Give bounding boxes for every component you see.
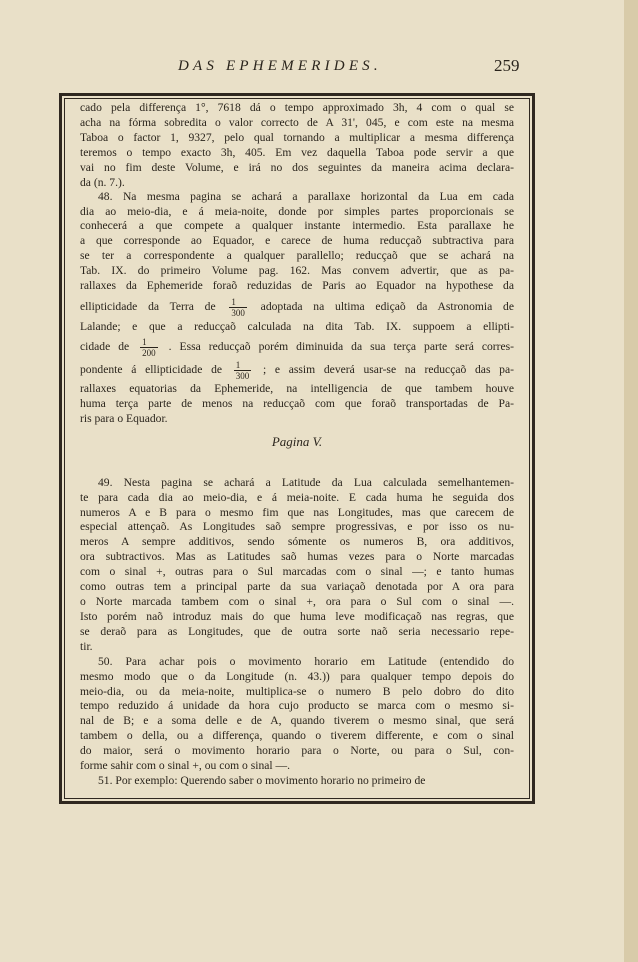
fraction-numerator: 1 [140,337,158,348]
text-line: Isto porém naõ introduz mais do que huma leve modificaçaõ nas regras, que [80,609,514,623]
text-line: o Norte marcada tambem com o sinal +, ora para o Sul com o sinal —. [80,595,514,608]
text-line: numeros A e B para o mesmo fim que nas Longitudes, mas que carecem de [80,505,514,519]
section-heading: Pagina V. [271,434,323,450]
text-line: conhecerá a que compete a qualquer instante intermedio. Esta parallaxe he [80,219,514,233]
text-line: nal de B; e a soma delle e de A, quando tiverem o mesmo sinal, que será [80,714,514,728]
text-line: vai no fim deste Volume, e irá no dos seguintes da maneira acima declara- [80,160,514,174]
text-line: teremos o tempo exacto 3h, 405. Em vez daquella Taboa pode servir a que [80,145,514,159]
text-line: 49. Nesta pagina se achará a Latitude da Lua calculada semelhantemen- [98,475,514,489]
text-line: tir. [80,639,93,653]
text-line: 48. Na mesma pagina se achará a parallaxe horizontal da Lua em cada [98,189,514,203]
fraction-denominator: 300 [235,370,250,380]
fraction-1-300 [234,360,252,380]
text-line: tempo reduzido á unidade da hora cujo producto se marca com o mesmo si- [80,699,514,713]
page-header [0,58,638,80]
fraction-1-300 [229,297,247,317]
text-line-with-fraction [80,360,514,380]
text-line: Tab. IX. do primeiro Volume pag. 162. Mas convem advertir, que as pa- [80,264,514,278]
text-fragment: cidade de [80,340,130,354]
fraction-numerator: 1 [229,297,247,308]
fraction-numerator: 1 [234,360,252,371]
text-line: acha na fórma sobredita o valor correcto de A 31', 045, e com este na mesma [80,115,514,129]
text-line: rallaxes equatorias da Ephemeride, na intelligencia de que tambem houve [80,381,514,395]
text-line: especial attençaõ. As Longitudes saõ sempre progressivas, e por isso os nu- [80,520,514,534]
text-line: mesmo modo que o da Longitude (n. 43.)) para qualquer tempo depois do [80,669,514,683]
page-number: 259 [494,56,520,75]
text-line: Taboa o factor 1, 9327, pelo qual tornando a multiplicar a mesma differença [80,130,514,144]
text-line-with-fraction [80,297,514,317]
text-line: a que corresponde ao Equador, e carece de huma reducçaõ subtractiva para [80,234,514,248]
text-line: ris para o Equador. [80,411,168,425]
text-fragment: ; e assim deverá usar-se na reducçaõ das pa- [262,362,514,376]
text-line: rallaxes da Ephemeride foraõ reduzidas de Paris ao Equador na hypothese da [80,279,514,293]
text-fragment: . Essa reducçaõ porém diminuida da sua terça parte será corres- [168,340,514,354]
text-line: dia ao meio-dia, e á meia-noite, donde por simples partes proporcionais se [80,204,514,218]
text-line: huma terça parte de menos na reducçaõ com que foraõ transportadas de Pa- [80,396,514,410]
text-fragment: adoptada na ultima ediçaõ da Astronomia de [260,299,514,313]
text-fragment: ellipticidade da Terra de [80,299,216,313]
text-fragment: pondente á ellipticidade de [80,362,223,376]
text-line: cado pela differença 1°, 7618 dá o tempo approximado 3h, 4 com o qual se [80,101,514,114]
fraction-denominator: 300 [231,307,245,317]
text-line: meio-dia, ou da meia-noite, multiplica-se o numero B pelo dobro do dito [80,684,514,698]
text-line: do maior, será o movimento horario para o Norte, ou para o Sul, con- [80,744,514,758]
text-line: te para cada dia ao meio-dia, e á meia-noite. E cada huma he seguida dos [80,490,514,504]
page-edge [624,0,638,962]
fraction-1-200 [140,337,158,357]
text-line: meros A sempre additivos, sendo sómente os numeros B, ora additivos, [80,535,514,549]
text-line: se deraõ para as Longitudes, que de outra sorte naõ seria necessario repe- [80,624,514,638]
running-title: DAS EPHEMERIDES. [178,58,382,74]
text-line: como outras tem a principal parte da sua variaçaõ denotada por A ora para [80,580,514,594]
fraction-denominator: 200 [142,347,156,357]
text-line: com o sinal +, outras para o Sul marcadas com o sinal —; e tanto humas [80,565,514,579]
text-line: 50. Para achar pois o movimento horario em Latitude (entendido do [98,654,514,668]
text-line: ora subtractivos. Mas as Latitudes saõ humas vezes para o Norte marcadas [80,550,514,564]
text-line: tambem o della, ou a differença, quando o tiverem differente, e com o sinal [80,729,514,743]
text-line: 51. Por exemplo: Querendo saber o movimento horario no primeiro de [98,774,426,787]
text-line: forme sahir com o sinal +, ou com o sinal —. [80,759,291,773]
text-line: da (n. 7.). [80,175,125,189]
text-line: se ter a correspondente a qualquer parallello; reducçaõ que se achará na [80,249,514,263]
text-line-with-fraction [80,337,514,357]
text-line: Lalande; e que a reducçaõ calculada na dita Tab. IX. suppoem a ellipti- [80,319,514,333]
